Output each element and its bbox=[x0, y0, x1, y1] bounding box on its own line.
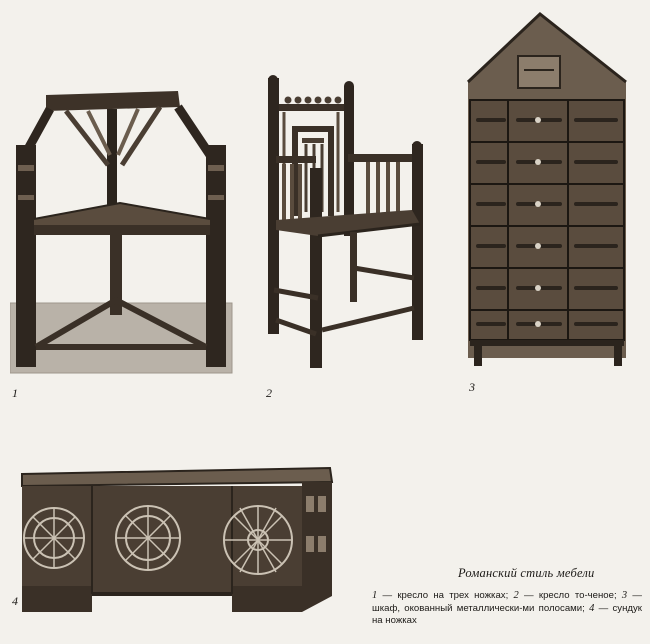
figure-1-three-legged-chair bbox=[10, 85, 235, 375]
figure-4-chest-on-legs bbox=[18, 466, 336, 622]
caption-item-2-number: 2 bbox=[513, 590, 519, 601]
figure-3-metal-strapped-cabinet bbox=[464, 12, 634, 372]
caption-item-1-text: — кресло на трех ножках; bbox=[377, 590, 514, 601]
caption-item-3-number: 3 bbox=[621, 590, 628, 601]
caption-item-2-text: — кресло то-ченое; bbox=[518, 590, 622, 601]
figure-2-number: 2 bbox=[266, 386, 272, 400]
caption-title: Романский стиль мебели bbox=[458, 566, 595, 580]
caption-item-1-number: 1 bbox=[372, 590, 378, 601]
caption-item-3-text: — шкаф, окованный металлически-ми полосами; bbox=[372, 590, 643, 614]
figure-2-turned-armchair bbox=[262, 72, 437, 372]
caption-item-4-number: 4 bbox=[589, 602, 595, 614]
figure-3-number: 3 bbox=[469, 380, 475, 394]
caption-item-4-text: — сундук на ножках bbox=[372, 602, 642, 626]
figure-4-number: 4 bbox=[12, 594, 18, 608]
figure-1-number: 1 bbox=[12, 386, 18, 400]
caption-text bbox=[372, 590, 642, 628]
